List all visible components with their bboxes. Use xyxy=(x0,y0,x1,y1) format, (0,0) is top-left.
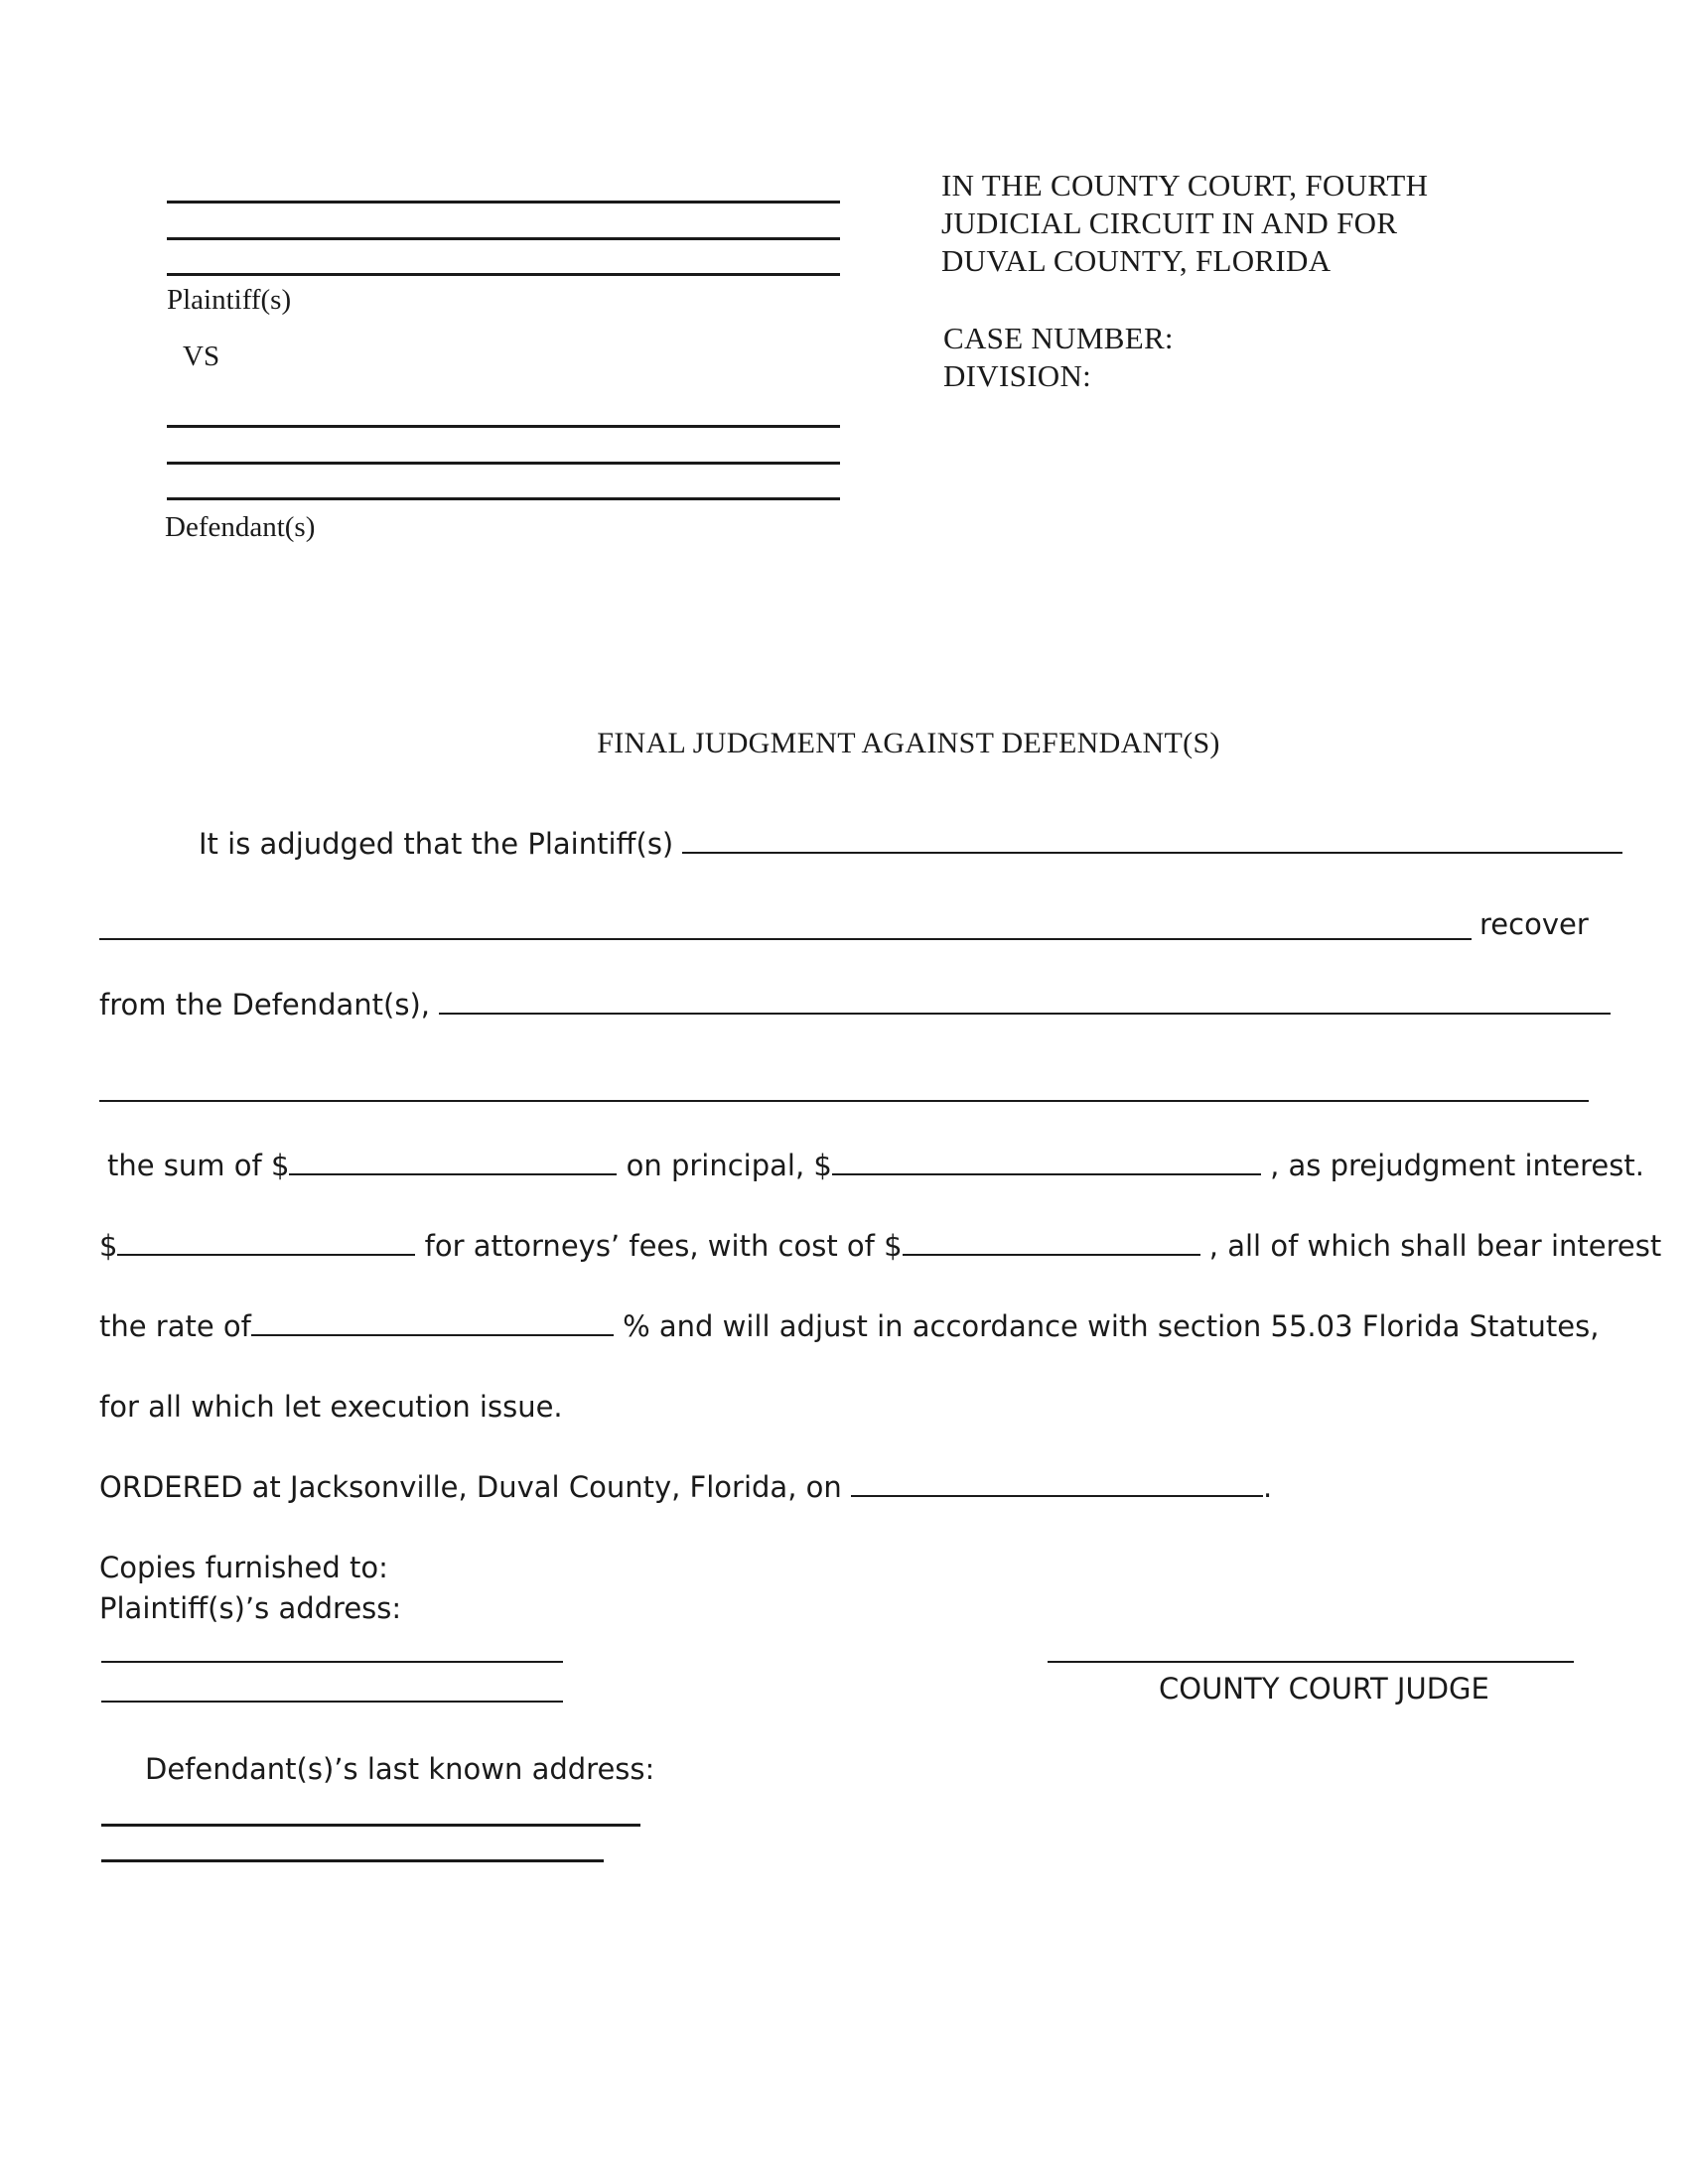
document-title: FINAL JUDGMENT AGAINST DEFENDANT(S) xyxy=(597,727,1220,759)
plaintiff-address-line-2[interactable] xyxy=(101,1701,563,1703)
interest-rate-blank[interactable] xyxy=(251,1308,614,1336)
ordered-line xyxy=(99,1469,1272,1505)
division-label: DIVISION: xyxy=(943,358,1092,393)
plaintiff-name-blank[interactable] xyxy=(682,826,1622,854)
plaintiff-line-1[interactable] xyxy=(167,201,840,204)
order-date-blank[interactable] xyxy=(851,1469,1263,1497)
defendant-line-2[interactable] xyxy=(167,462,840,465)
fees-line xyxy=(99,1228,1661,1264)
defendant-line-1[interactable] xyxy=(167,425,840,428)
adjudged-text: It is adjudged that the Plaintiff(s) xyxy=(199,827,674,861)
plaintiff-line-3[interactable] xyxy=(167,273,840,276)
cost-blank[interactable] xyxy=(903,1228,1200,1256)
on-principal-text: on principal, $ xyxy=(626,1149,832,1182)
prejudgment-interest-blank[interactable] xyxy=(832,1148,1261,1175)
court-heading xyxy=(941,167,1428,280)
ordered-period: . xyxy=(1262,1470,1273,1504)
sum-of-text: the sum of $ xyxy=(107,1149,290,1182)
case-info xyxy=(943,320,1174,395)
copies-furnished-label: Copies furnished to: xyxy=(99,1551,388,1584)
bear-interest-text: , all of which shall bear interest xyxy=(1208,1229,1662,1263)
defendant-line-3[interactable] xyxy=(167,497,840,500)
prejudgment-text: , as prejudgment interest. xyxy=(1270,1149,1644,1182)
dollar-text: $ xyxy=(99,1229,118,1263)
court-heading-line-3: DUVAL COUNTY, FLORIDA xyxy=(941,243,1332,278)
judge-label: COUNTY COURT JUDGE xyxy=(1159,1672,1489,1706)
adjudged-line xyxy=(199,826,1622,862)
vs-label: VS xyxy=(183,341,220,372)
judge-signature-line[interactable] xyxy=(1048,1661,1574,1663)
defendant-address-line-2[interactable] xyxy=(101,1859,604,1862)
defendant-label: Defendant(s) xyxy=(165,511,316,543)
principal-amount-blank[interactable] xyxy=(289,1148,617,1175)
court-heading-line-1: IN THE COUNTY COURT, FOURTH xyxy=(941,168,1429,203)
plaintiff-line-2[interactable] xyxy=(167,237,840,240)
execution-text: for all which let execution issue. xyxy=(99,1390,563,1424)
defendant-name-blank-2[interactable] xyxy=(99,1100,1589,1102)
recover-text: recover xyxy=(1479,907,1589,941)
ordered-text: ORDERED at Jacksonville, Duval County, Florida, on xyxy=(99,1470,842,1504)
adjust-text: % and will adjust in accordance with section 55.03 Florida Statutes, xyxy=(623,1309,1600,1343)
defendant-name-blank[interactable] xyxy=(439,987,1611,1015)
plaintiff-label: Plaintiff(s) xyxy=(167,284,292,316)
court-heading-line-2: JUDICIAL CIRCUIT IN AND FOR xyxy=(941,205,1398,240)
attorneys-fees-blank[interactable] xyxy=(117,1228,415,1256)
from-defendant-line xyxy=(99,987,1611,1023)
sum-line xyxy=(107,1148,1644,1183)
plaintiff-address-line-1[interactable] xyxy=(101,1661,563,1663)
case-number-label: CASE NUMBER: xyxy=(943,321,1174,355)
plaintiff-name-blank-2[interactable] xyxy=(99,938,1472,940)
plaintiff-address-label: Plaintiff(s)’s address: xyxy=(99,1591,402,1625)
rate-line xyxy=(99,1308,1599,1344)
attorneys-fees-text: for attorneys’ fees, with cost of $ xyxy=(424,1229,903,1263)
defendant-address-label: Defendant(s)’s last known address: xyxy=(145,1752,655,1786)
from-defendant-text: from the Defendant(s), xyxy=(99,988,431,1022)
rate-of-text: the rate of xyxy=(99,1309,251,1343)
defendant-address-line-1[interactable] xyxy=(101,1824,640,1827)
